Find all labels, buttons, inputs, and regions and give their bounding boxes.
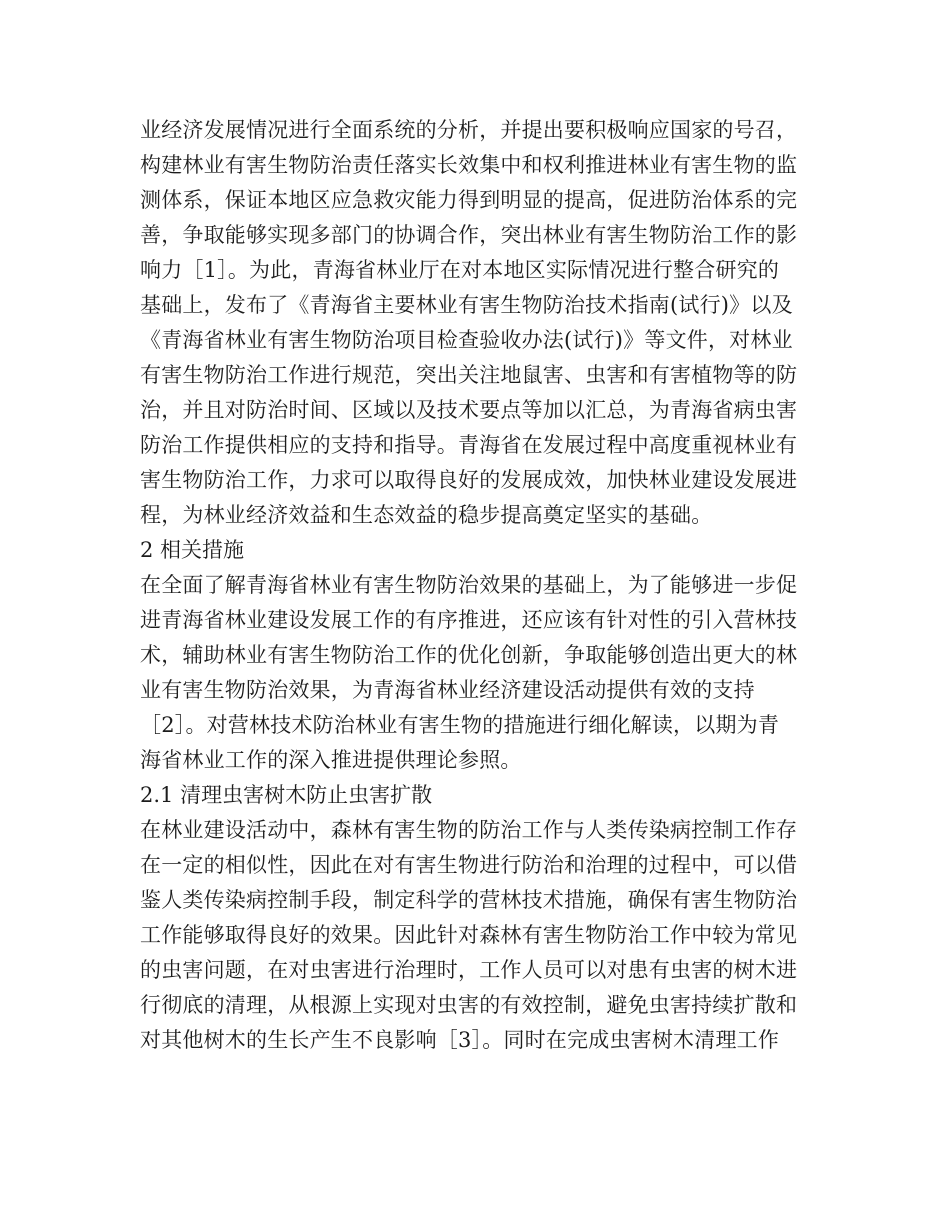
text-line: 业经济发展情况进行全面系统的分析，并提出要积极响应国家的号召，: [140, 118, 798, 142]
text-line: 行彻底的清理，从根源上实现对虫害的有效控制，避免虫害持续扩散和: [140, 993, 798, 1017]
text-line: 术，辅助林业有害生物防治工作的优化创新，争取能够创造出更大的林: [140, 643, 798, 667]
text-line: 基础上，发布了《青海省主要林业有害生物防治技术指南(试行)》以及: [140, 293, 793, 317]
text-line: ［2］。对营林技术防治林业有害生物的措施进行细化解读，以期为青: [140, 713, 780, 737]
paragraph-1: [140, 113, 812, 533]
text-line: 构建林业有害生物防治责任落实长效集中和权利推进林业有害生物的监: [140, 153, 798, 177]
paragraph-3: [140, 813, 812, 1058]
text-line: 害生物防治工作，力求可以取得良好的发展成效，加快林业建设发展进: [140, 468, 798, 492]
text-line: 善，争取能够实现多部门的协调合作，突出林业有害生物防治工作的影: [140, 223, 798, 247]
document-page: [140, 113, 812, 1058]
text-line: 工作能够取得良好的效果。因此针对森林有害生物防治工作中较为常见: [140, 923, 798, 947]
text-line: 治，并且对防治时间、区域以及技术要点等加以汇总，为青海省病虫害: [140, 398, 798, 422]
section-heading-2: 2 相关措施: [140, 538, 245, 562]
text-line: 程，为林业经济效益和生态效益的稳步提高奠定坚实的基础。: [140, 503, 713, 527]
text-line: 的虫害问题，在对虫害进行治理时，工作人员可以对患有虫害的树木进: [140, 958, 798, 982]
text-line: 业有害生物防治效果，为青海省林业经济建设活动提供有效的支持: [140, 678, 755, 702]
text-line: 《青海省林业有害生物防治项目检查验收办法(试行)》等文件，对林业: [140, 328, 793, 352]
text-line: 测体系，保证本地区应急救灾能力得到明显的提高，促进防治体系的完: [140, 188, 798, 212]
text-line: 对其他树木的生长产生不良影响［3］。同时在完成虫害树木清理工作: [140, 1028, 780, 1052]
text-line: 在林业建设活动中，森林有害生物的防治工作与人类传染病控制工作存: [140, 818, 798, 842]
text-line: 海省林业工作的深入推进提供理论参照。: [140, 748, 522, 772]
text-line: 在一定的相似性，因此在对有害生物进行防治和治理的过程中，可以借: [140, 853, 798, 877]
paragraph-2: [140, 568, 812, 778]
text-line: 防治工作提供相应的支持和指导。青海省在发展过程中高度重视林业有: [140, 433, 798, 457]
text-line: 有害生物防治工作进行规范，突出关注地鼠害、虫害和有害植物等的防: [140, 363, 798, 387]
text-line: 响力［1］。为此，青海省林业厅在对本地区实际情况进行整合研究的: [140, 258, 780, 282]
text-line: 在全面了解青海省林业有害生物防治效果的基础上，为了能够进一步促: [140, 573, 798, 597]
text-line: 进青海省林业建设发展工作的有序推进，还应该有针对性的引入营林技: [140, 608, 798, 632]
text-line: 鉴人类传染病控制手段，制定科学的营林技术措施，确保有害生物防治: [140, 888, 798, 912]
section-heading-2-1: 2.1 清理虫害树木防止虫害扩散: [140, 783, 433, 807]
